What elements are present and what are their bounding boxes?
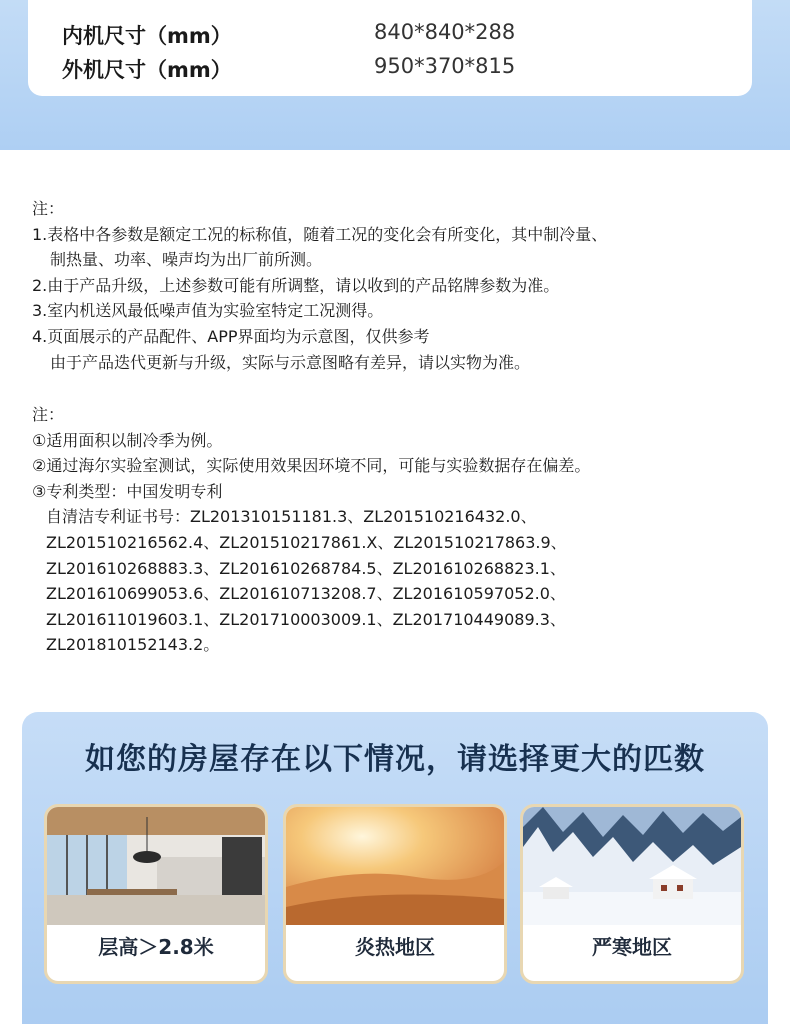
- note-item: 4.页面展示的产品配件、APP界面均为示意图，仅供参考: [32, 326, 430, 346]
- notes-section-2: [32, 402, 762, 658]
- notes-heading: 注：: [32, 199, 65, 218]
- section-title: 如您的房屋存在以下情况，请选择更大的匹数: [85, 742, 705, 777]
- desert-photo-icon: [286, 807, 504, 925]
- spec-value: 840*840*288: [374, 20, 516, 44]
- note-item: ②通过海尔实验室测试，实际使用效果因环境不同，可能与实验数据存在偏差。: [32, 456, 591, 476]
- snow-photo-icon: [523, 807, 741, 925]
- patent-line: ZL201610268883.3、ZL201610268784.5、ZL201610268823.1、: [46, 558, 566, 578]
- note-item: 2.由于产品升级，上述参数可能有所调整，请以收到的产品铭牌参数为准。: [32, 275, 560, 295]
- note-item: 1.表格中各参数是额定工况的标称值，随着工况的变化会有所变化，其中制冷量、: [32, 224, 608, 244]
- room-card-caption: 炎热地区: [355, 935, 435, 959]
- room-card-caption: 层高＞2.8米: [98, 935, 214, 959]
- spec-card: [28, 0, 752, 96]
- room-card-cold-region: [520, 804, 744, 984]
- room-card-high-ceiling: [44, 804, 268, 984]
- note-item: ③专利类型：中国发明专利: [32, 481, 223, 501]
- patent-line: 自清洁专利证书号：ZL201310151181.3、ZL201510216432.0、: [46, 507, 537, 527]
- patent-line: ZL201611019603.1、ZL201710003009.1、ZL201710449089.3、: [46, 609, 566, 629]
- note-item: 3.室内机送风最低噪声值为实验室特定工况测得。: [32, 301, 384, 321]
- room-card-caption: 严寒地区: [592, 935, 672, 959]
- note-item: 制热量、功率、噪声均为出厂前所测。: [50, 250, 323, 270]
- spec-label: 内机尺寸（mm）: [62, 24, 232, 48]
- room-recommendation-section: [22, 712, 768, 1024]
- patent-line: ZL201510216562.4、ZL201510217861.X、ZL201510217863.9、: [46, 532, 567, 552]
- patent-line: ZL201610699053.6、ZL201610713208.7、ZL201610597052.0、: [46, 584, 566, 604]
- spec-value: 950*370*815: [374, 54, 516, 78]
- interior-photo-icon: [47, 807, 265, 925]
- room-card-hot-region: [283, 804, 507, 984]
- spec-label: 外机尺寸（mm）: [62, 58, 232, 82]
- note-item: 由于产品迭代更新与升级，实际与示意图略有差异，请以实物为准。: [50, 352, 531, 372]
- note-item: ①适用面积以制冷季为例。: [32, 430, 223, 450]
- notes-section-1: [32, 196, 762, 375]
- notes-heading: 注：: [32, 405, 65, 424]
- patent-line: ZL201810152143.2。: [46, 635, 220, 655]
- spec-band: [0, 0, 790, 150]
